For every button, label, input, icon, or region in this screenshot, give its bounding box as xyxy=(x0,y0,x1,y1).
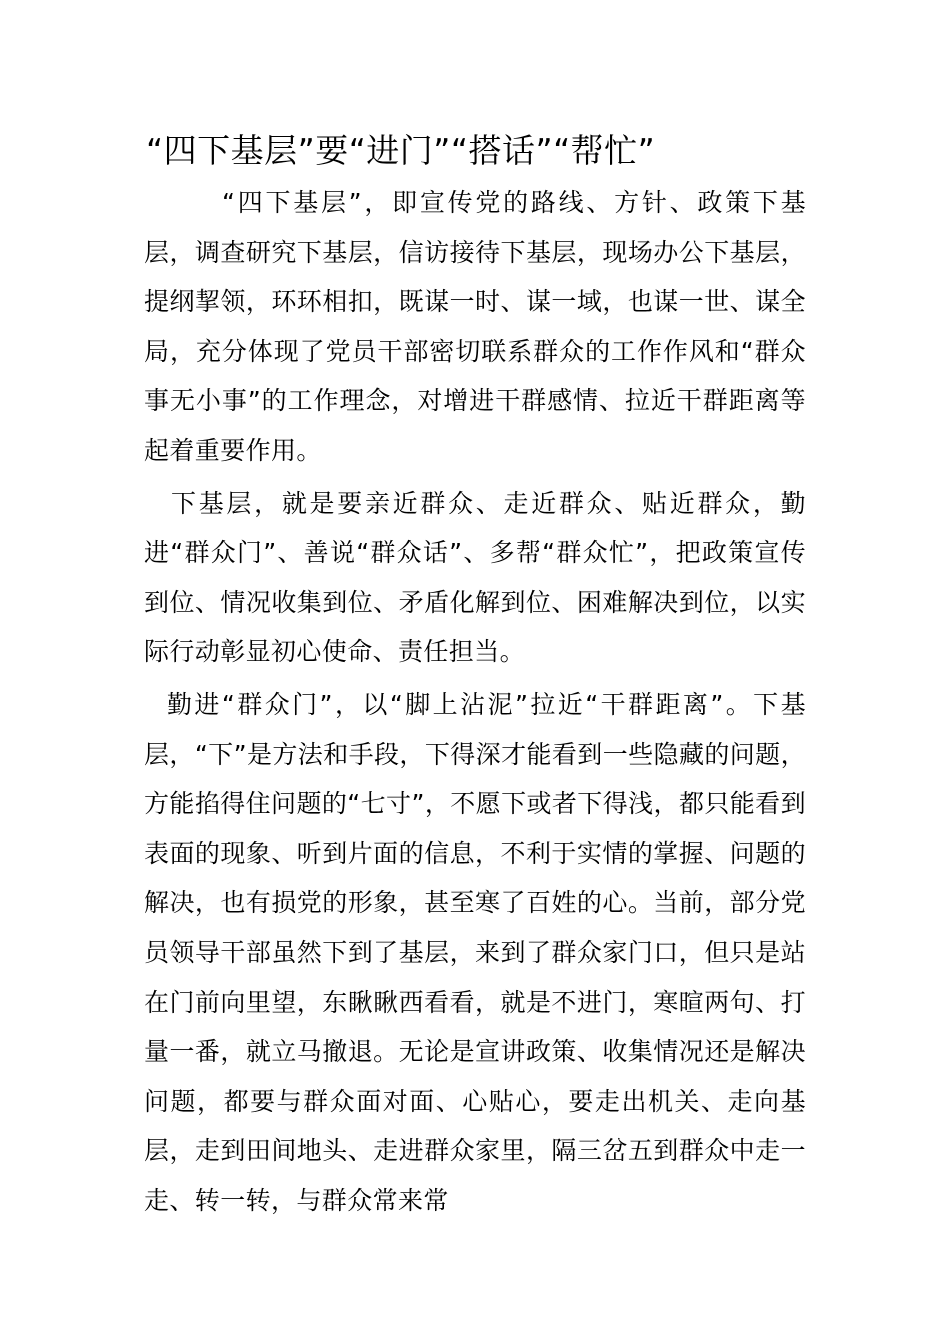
paragraph-summary: 下基层，就是要亲近群众、走近群众、贴近群众，勤进“群众门”、善说“群众话”、多帮“群众忙”，把政策宣传到位、情况收集到位、矛盾化解到位、困难解决到位，以实际行动彰显初心使命、责任担当。 xyxy=(144,488,806,667)
document-page xyxy=(144,128,806,1225)
paragraph-enter-door: 勤进“群众门”，以“脚上沾泥”拉近“干群距离”。下基层，“下”是方法和手段，下得深才能看到一些隐藏的问题，方能掐得住问题的“七寸”，不愿下或者下得浅，都只能看到表面的现象、听到片面的信息，不利于实情的掌握、问题的解决，也有损党的形象，甚至寒了百姓的心。当前，部分党员领导干部虽然下到了基层，来到了群众家门口，但只是站在门前向里望，东瞅瞅西看看，就是不进门，寒暄两句、打量一番，就立马撤退。无论是宣讲政策、收集情况还是解决问题，都要与群众面对面、心贴心，要走出机关、走向基层，走到田间地头、走进群众家里，隔三岔五到群众中走一走、转一转，与群众常来常 xyxy=(144,689,806,1215)
paragraph-intro: “四下基层”，即宣传党的路线、方针、政策下基层，调查研究下基层，信访接待下基层，现场办公下基层，提纲挈领，环环相扣，既谋一时、谋一域，也谋一世、谋全局，充分体现了党员干部密切联系群众的工作作风和“群众事无小事”的工作理念，对增进干群感情、拉近干群距离等起着重要作用。 xyxy=(144,188,806,465)
document-title: “四下基层”要“进门”“搭话”“帮忙” xyxy=(146,131,656,170)
